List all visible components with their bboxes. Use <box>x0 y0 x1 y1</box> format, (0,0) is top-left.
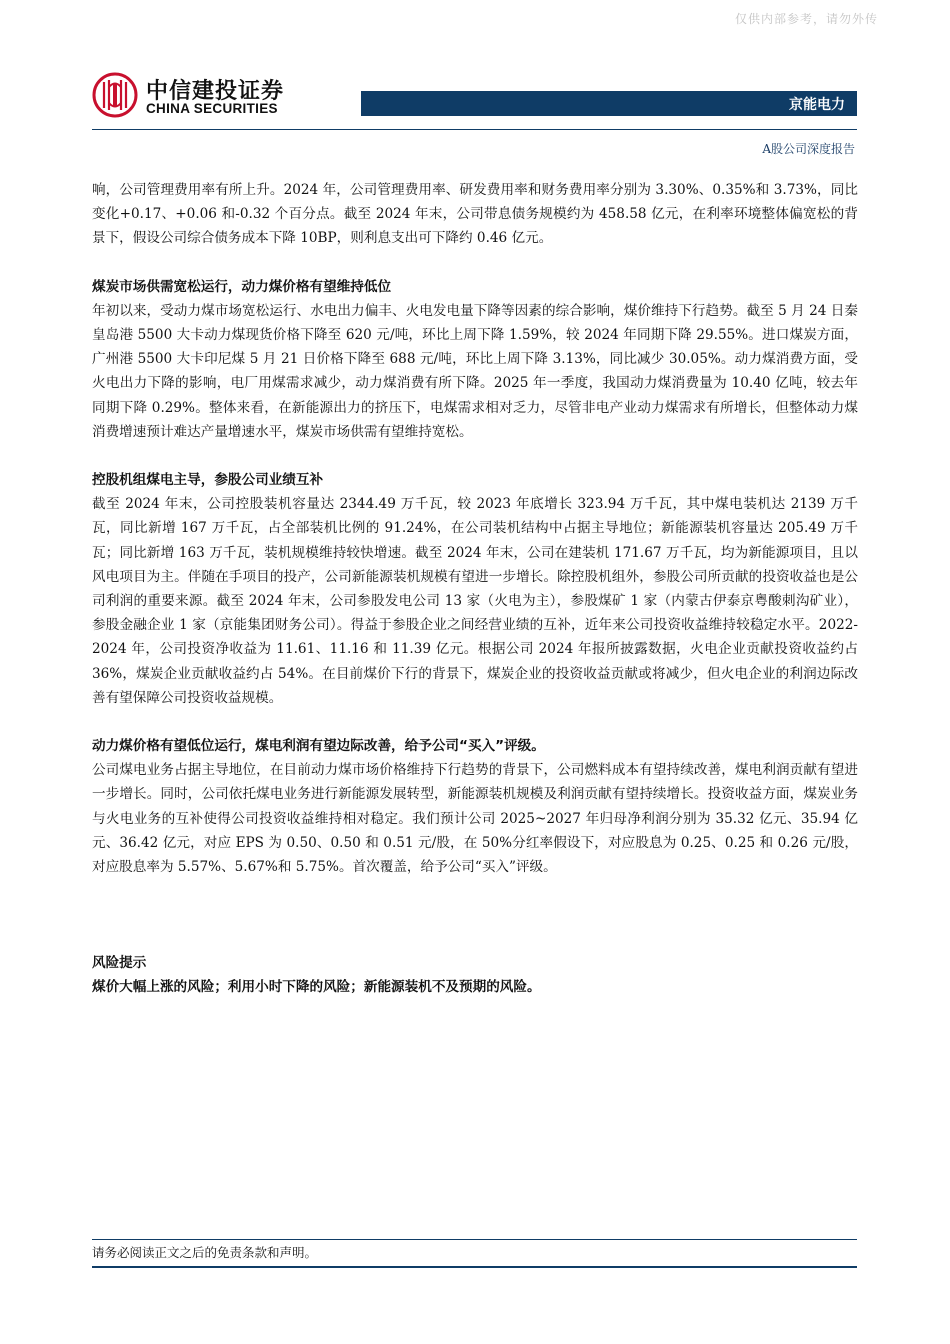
report-body <box>92 178 858 1000</box>
spacer <box>92 444 858 468</box>
logo-chinese-name: 中信建投证券 <box>146 79 285 104</box>
header-divider <box>92 129 857 130</box>
section-heading-holdings: 控股机组煤电主导，参股公司业绩互补 <box>92 472 324 489</box>
section-heading-rating: 动力煤价格有望低位运行，煤电利润有望边际改善，给予公司“买入”评级。 <box>92 738 545 755</box>
spacer <box>92 251 858 275</box>
spacer <box>92 710 858 734</box>
logo-english-name: CHINA SECURITIES <box>146 101 278 116</box>
header-band <box>361 91 857 116</box>
section-body-rating: 公司煤电业务占据主导地位，在目前动力煤市场价格维持下行趋势的背景下，公司燃料成本有望持续改善，煤电利润贡献有望进一步增长。同时，公司依托煤电业务进行新能源发展转型，新能源装机规模及利润贡献有望持续增长。投资收益方面，煤炭业务与火电业务的互补使得公司投资收益维持相对稳定。我们预计公司 2025~2027 年归母净利润分别为 35.32 亿元、35.94 亿元、36.42 亿元，对应 EPS 为 0.50、0.50 和 0.51 元/股，在 50%分红率假设下，对应股息为 0.25、0.25 和 0.26 元/股，对应股息率为 5.57%、5.67%和 5.75%。首次覆盖，给予公司“买入”评级。 <box>92 762 858 876</box>
footer-disclaimer: 请务必阅读正文之后的免责条款和声明。 <box>92 1245 318 1260</box>
intro-paragraph: 响，公司管理费用率有所上升。2024 年，公司管理费用率、研发费用率和财务费用率分别为 3.30%、0.35%和 3.73%，同比变化+0.17、+0.06 和-0.32 个百分点。截至 2024 年末，公司带息债务规模约为 458.58 亿元，在利率环境整体偏宽松的背景下，假设公司综合债务成本下降 10BP，则利息支出可下降约 0.46 亿元。 <box>92 182 858 247</box>
risk-title: 风险提示 <box>92 955 147 972</box>
footer-divider-thick <box>92 1266 857 1268</box>
company-name: 京能电力 <box>789 97 845 113</box>
section-body-coal-market: 年初以来，受动力煤市场宽松运行、水电出力偏丰、火电发电量下降等因素的综合影响，煤价维持下行趋势。截至 5 月 24 日秦皇岛港 5500 大卡动力煤现货价格下降至 620 元/吨，环比上周下降 1.59%，较 2024 年同期下降 29.55%。进口煤炭方面，广州港 5500 大卡印尼煤 5 月 21 日价格下降至 688 元/吨，环比上周下降 3.13%，同比减少 30.05%。动力煤消费方面，受火电出力下降的影响，电厂用煤需求减少，动力煤消费有所下降。2025 年一季度，我国动力煤消费量为 10.40 亿吨，较去年同期下降 0.29%。整体来看，在新能源出力的挤压下，电煤需求相对乏力，尽管非电产业动力煤需求有所增长，但整体动力煤消费增速预计难达产量增速水平，煤炭市场供需有望维持宽松。 <box>92 302 858 440</box>
watermark: 仅供内部参考，请勿外传 <box>734 12 878 26</box>
footer-divider <box>92 1239 857 1240</box>
company-logo <box>92 72 312 122</box>
section-heading-coal-market: 煤炭市场供需宽松运行，动力煤价格有望维持低位 <box>92 278 392 295</box>
spacer <box>92 879 858 951</box>
report-type: A股公司深度报告 <box>762 142 855 156</box>
citic-logo-icon <box>92 72 138 118</box>
risk-text: 煤价大幅上涨的风险；利用小时下降的风险；新能源装机不及预期的风险。 <box>92 979 541 996</box>
section-body-holdings: 截至 2024 年末，公司控股装机容量达 2344.49 万千瓦，较 2023 年底增长 323.94 万千瓦，其中煤电装机达 2139 万千瓦，同比新增 167 万千瓦，占全部装机比例的 91.24%，在公司装机结构中占据主导地位；新能源装机容量达 205.49 万千瓦；同比新增 163 万千瓦，装机规模维持较快增速。截至 2024 年末，公司在建装机 171.67 万千瓦，均为新能源项目，且以风电项目为主。伴随在手项目的投产，公司新能源装机规模有望进一步增长。除控股机组外，参股公司所贡献的投资收益也是公司利润的重要来源。截至 2024 年末，公司参股发电公司 13 家（火电为主），参股煤矿 1 家（内蒙古伊泰京粤酸刺沟矿业），参股金融企业 1 家（京能集团财务公司）。得益于参股企业之间经营业绩的互补，近年来公司投资收益维持较稳定水平。2022-2024 年，公司投资净收益为 11.61、11.16 和 11.39 亿元。根据公司 2024 年报所披露数据，火电企业贡献投资收益约占 36%，煤炭企业贡献收益约占 54%。在目前煤价下行的背景下，煤炭企业的投资收益贡献或将减少，但火电企业的利润边际改善有望保障公司投资收益规模。 <box>92 496 858 706</box>
